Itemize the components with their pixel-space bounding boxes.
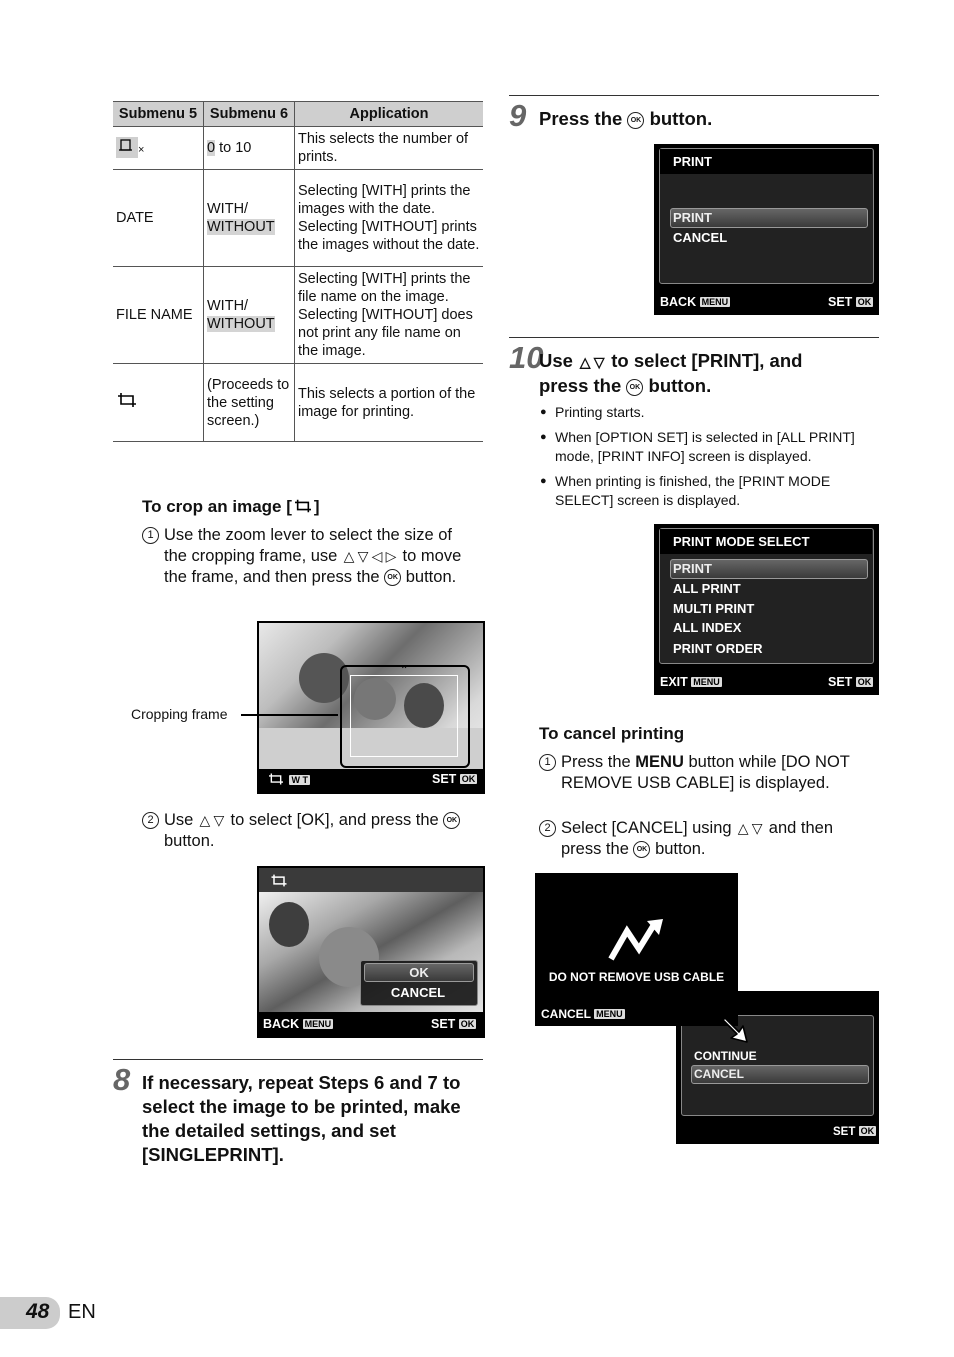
list-item: ● When [OPTION SET] is selected in [ALL PRINT] mode, [PRINT INFO] screen is displayed. <box>540 428 870 466</box>
col-header-submenu5: Submenu 5 <box>113 102 204 127</box>
page-number: 48 <box>26 1300 50 1323</box>
up-arrow-icon: △ <box>343 548 355 564</box>
divider <box>509 95 879 96</box>
table-cell: Selecting [WITH] prints the file name on the image. Selecting [WITHOUT] does not print any file name on the image. <box>295 267 484 364</box>
print-order-option[interactable]: PRINT ORDER <box>673 641 763 656</box>
usb-warning-text: DO NOT REMOVE USB CABLE <box>548 970 725 984</box>
print-option[interactable]: PRINT <box>670 559 868 579</box>
down-arrow-icon: ▽ <box>751 820 763 836</box>
menu-badge: MENU <box>701 297 729 307</box>
table-cell: × <box>113 127 204 170</box>
page-number-tab <box>0 1297 60 1329</box>
crop-step-1: 1 Use the zoom lever to select the size of the cropping frame, use △ ▽ ◁ ▷ to move the frame, and then press the OK button. <box>142 525 472 588</box>
table-cell <box>113 364 204 442</box>
crop-icon <box>292 498 314 514</box>
ok-badge: OK <box>461 774 476 784</box>
menu-badge: MENU <box>693 677 720 687</box>
exit-label: EXIT MENU <box>660 675 720 689</box>
up-arrow-icon: △ <box>579 354 591 370</box>
ok-button-icon: OK <box>626 379 643 396</box>
ok-badge: OK <box>460 1019 475 1029</box>
all-print-option[interactable]: ALL PRINT <box>673 581 741 596</box>
table-cell: DATE <box>113 170 204 267</box>
cancel-label: CANCEL MENU <box>541 1007 623 1021</box>
step-10-number: 10 <box>509 340 544 375</box>
table-cell: WITH/ WITHOUT <box>204 170 295 267</box>
screen-title: PRINT MODE SELECT <box>673 534 810 549</box>
print-option[interactable]: PRINT <box>670 208 868 228</box>
ok-button-icon: OK <box>443 812 460 829</box>
crop-step-2: 2 Use △ ▽ to select [OK], and press the OK button. <box>142 810 472 852</box>
back-label: BACK MENU <box>660 295 729 309</box>
right-arrow-icon: ▷ <box>385 548 397 564</box>
step-number: 1 <box>539 754 556 771</box>
all-index-option[interactable]: ALL INDEX <box>673 620 742 635</box>
language-label: EN <box>68 1301 96 1323</box>
col-header-submenu6: Submenu 6 <box>204 102 295 127</box>
step-number: 2 <box>539 820 556 837</box>
print-mode-select-screen <box>654 524 879 695</box>
print-screen <box>654 144 879 315</box>
step-10-text: Use △ ▽ to select [PRINT], and press the OK button. <box>539 350 803 396</box>
list-item: ● When printing is finished, the [PRINT MODE SELECT] screen is displayed. <box>540 472 870 510</box>
step-number: 1 <box>142 527 159 544</box>
step-10-bullets <box>540 403 870 516</box>
divider <box>509 337 879 338</box>
set-label: SET OK <box>828 675 872 689</box>
screen-title: PRINT <box>673 154 712 169</box>
transition-arrow-icon <box>721 1012 753 1044</box>
ok-button-icon: OK <box>633 841 650 858</box>
menu-badge: MENU <box>596 1009 623 1019</box>
crop-confirm-screen <box>257 866 485 1038</box>
down-arrow-icon: ▽ <box>593 354 605 370</box>
crop-screen-set: SET OK <box>432 772 476 786</box>
set-label: SET OK <box>833 1126 875 1138</box>
zoom-wt-badge: W T <box>291 775 308 785</box>
up-arrow-icon: ⌃ <box>400 665 409 676</box>
down-arrow-icon: ▽ <box>357 548 369 564</box>
print-count-icon <box>116 137 138 158</box>
cancel-step-1: 1 Press the MENU button while [DO NOT REMOVE USB CABLE] is displayed. <box>539 752 874 794</box>
ok-button-icon: OK <box>384 569 401 586</box>
cancel-heading: To cancel printing <box>539 724 685 743</box>
table-cell: WITH/ WITHOUT <box>204 267 295 364</box>
step-8-number: 8 <box>113 1062 131 1097</box>
cancel-option[interactable]: CANCEL <box>673 230 728 245</box>
usb-connection-icon <box>605 917 669 963</box>
table-cell: (Proceeds to the setting screen.) <box>204 364 295 442</box>
step-8-text: If necessary, repeat Steps 6 and 7 to select the image to be printed, make the detailed settings, and set [SINGLEPRINT]. <box>142 1072 461 1165</box>
crop-screen <box>257 621 485 794</box>
ok-button-icon: OK <box>627 112 644 129</box>
table-cell: This selects the number of prints. <box>295 127 484 170</box>
menu-button-label: MENU <box>635 753 684 771</box>
back-label: BACK MENU <box>263 1017 332 1031</box>
ok-badge: OK <box>860 1126 875 1136</box>
submenu-table <box>113 101 483 442</box>
divider <box>113 1059 483 1060</box>
col-header-application: Application <box>295 102 484 127</box>
cropping-frame-label: Cropping frame <box>131 706 228 722</box>
left-arrow-icon: ◁ <box>371 548 383 564</box>
crop-icon <box>266 772 286 786</box>
menu-badge: MENU <box>304 1019 332 1029</box>
ok-option[interactable]: OK <box>364 963 474 982</box>
table-cell: FILE NAME <box>113 267 204 364</box>
set-label: SET OK <box>828 295 872 309</box>
usb-warning-screen <box>535 873 738 1026</box>
down-arrow-icon: ▽ <box>213 812 225 828</box>
set-label: SET OK <box>431 1017 475 1031</box>
cancel-step-2: 2 Select [CANCEL] using △ ▽ and then press the OK button. <box>539 818 874 860</box>
list-item: ● Printing starts. <box>540 403 870 422</box>
continue-option[interactable]: CONTINUE <box>694 1049 757 1063</box>
step-number: 2 <box>142 812 159 829</box>
crop-icon <box>269 873 289 888</box>
callout-line <box>241 714 338 716</box>
crop-icon <box>116 391 138 409</box>
up-arrow-icon: △ <box>199 812 211 828</box>
crop-screen-footer-left <box>266 772 310 787</box>
ok-badge: OK <box>857 677 872 687</box>
table-cell: Selecting [WITH] prints the images with the date. Selecting [WITHOUT] prints the images without the date. <box>295 170 484 267</box>
cancel-option[interactable]: CANCEL <box>691 1065 869 1084</box>
step-9-number: 9 <box>509 98 527 133</box>
cancel-option[interactable]: CANCEL <box>390 985 446 1000</box>
table-cell: 0 to 10 <box>204 127 295 170</box>
up-arrow-icon: △ <box>737 820 749 836</box>
crop-heading: To crop an image [ ] <box>142 497 320 516</box>
cropping-frame[interactable] <box>340 665 470 768</box>
table-cell: This selects a portion of the image for printing. <box>295 364 484 442</box>
ok-badge: OK <box>857 297 872 307</box>
step-9-text: Press the OK button. <box>539 108 713 129</box>
multi-print-option[interactable]: MULTI PRINT <box>673 601 755 616</box>
